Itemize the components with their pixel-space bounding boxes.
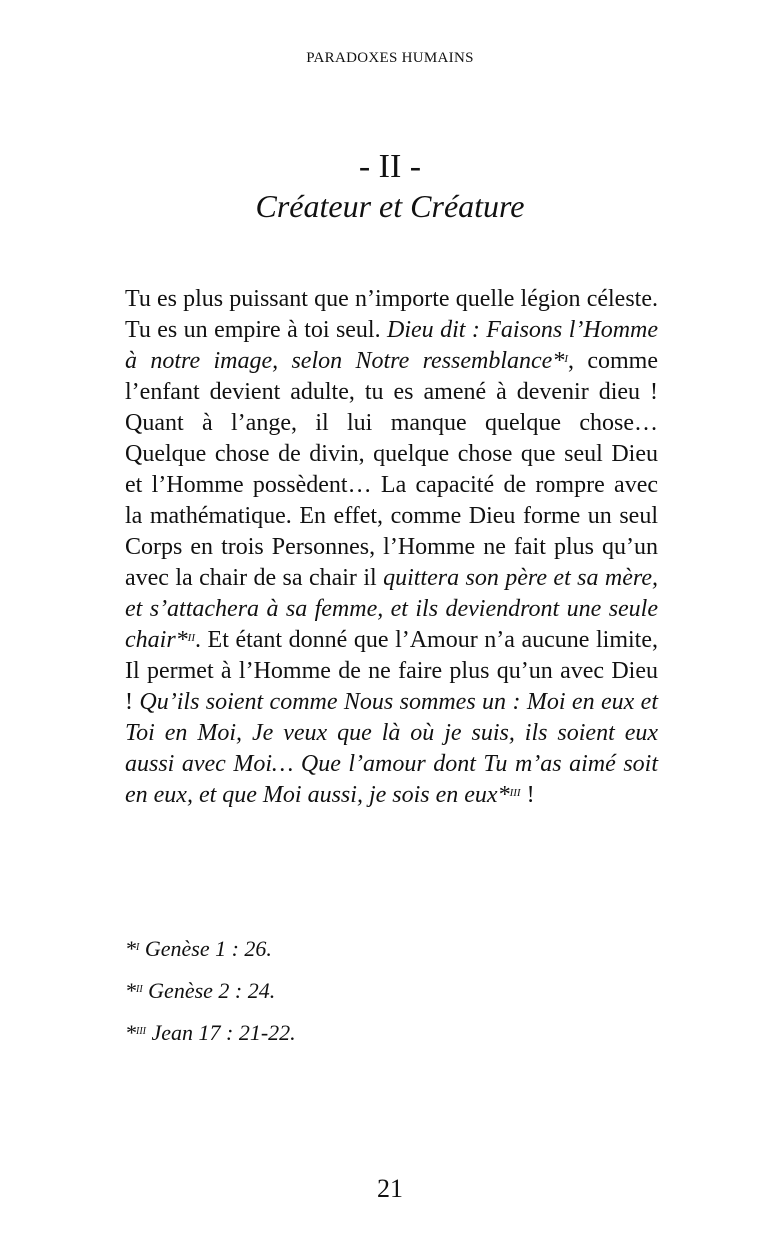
page-number: 21 bbox=[377, 1174, 403, 1203]
quote-genesis-1: Dieu dit : Faisons l’Homme à notre image, selon Notre ressemblance* bbox=[125, 317, 659, 374]
body-paragraph bbox=[125, 284, 658, 811]
footnote-mark: * bbox=[125, 1020, 136, 1045]
footnote-2 bbox=[125, 977, 658, 1019]
footnote-number: I bbox=[136, 942, 140, 953]
running-header: PARADOXES HUMAINS bbox=[306, 50, 474, 66]
footnote-3 bbox=[125, 1019, 658, 1061]
footnote-text: Jean 17 : 21-22. bbox=[146, 1020, 296, 1045]
footnote-ref-3: III bbox=[509, 787, 521, 799]
footnotes bbox=[125, 935, 658, 1061]
text-segment: ! bbox=[520, 782, 535, 808]
footnote-number: III bbox=[136, 1026, 146, 1037]
footnote-text: Genèse 1 : 26. bbox=[139, 936, 272, 961]
footnote-ref-2: II bbox=[187, 632, 195, 644]
footnote-ref-1: I bbox=[564, 353, 569, 365]
footnote-text: Genèse 2 : 24. bbox=[142, 978, 276, 1003]
text-segment: Tu es plus puissant que n’importe quelle légion céleste. Tu es un empire à toi seul. bbox=[125, 286, 658, 343]
footnote-mark: * bbox=[125, 936, 136, 961]
quote-genesis-2: quittera son père et sa mère, et s’attachera à sa femme, et ils deviendront une seule chair* bbox=[125, 565, 658, 653]
text-segment: . Et étant donné que l’Amour n’a aucune limite, Il permet à l’Homme de ne faire plus qu’un avec Dieu ! bbox=[125, 627, 658, 715]
footnote-1 bbox=[125, 935, 658, 977]
chapter-title: Créateur et Créature bbox=[255, 188, 525, 224]
footnote-number: II bbox=[136, 984, 143, 995]
chapter-number: - II - bbox=[358, 148, 422, 185]
footnote-mark: * bbox=[125, 978, 136, 1003]
quote-john-17: Qu’ils soient comme Nous sommes un : Moi en eux et Toi en Moi, Je veux que là où je suis, ils soient eux aussi avec Moi… Que l’amour dont Tu m’as aimé soit en eux, et que Moi aussi, je sois en eux* bbox=[125, 689, 658, 808]
text-segment: , comme l’enfant devient adulte, tu es amené à devenir dieu ! Quant à l’ange, il lui manque quelque chose… Quelque chose de divin, quelque chose que seul Dieu et l’Homme possèdent… La capacité de rompre avec la mathématique. En effet, comme Dieu forme un seul Corps en trois Personnes, l’Homme ne fait plus qu’un avec la chair de sa chair il bbox=[125, 348, 659, 591]
